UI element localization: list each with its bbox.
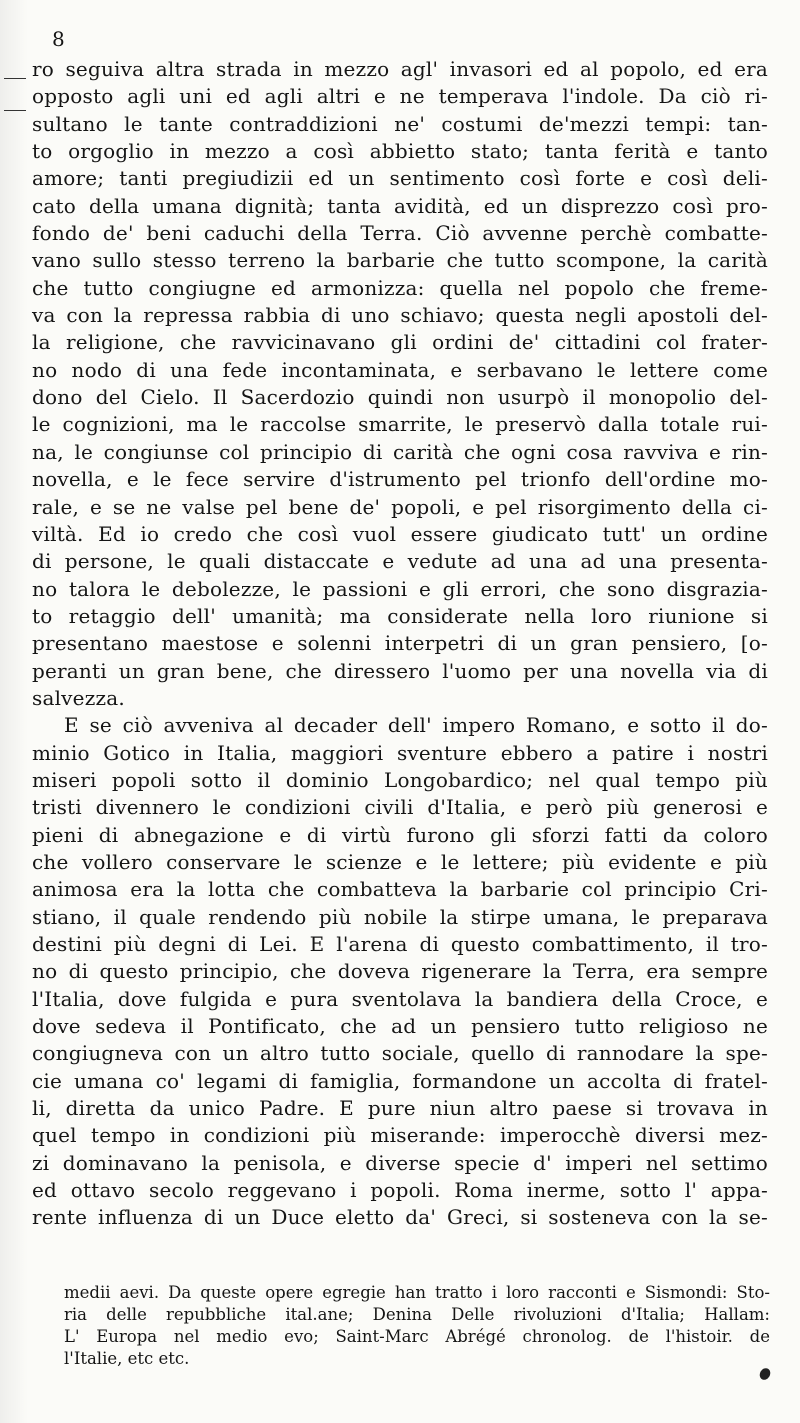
- body-line: viltà. Ed io credo che così vuol essere giudicato tutt' un ordine: [32, 521, 768, 546]
- footnote-line: L' Europa nel medio evo; Saint-Marc Abrégé chronolog. de l'histoir. de: [64, 1327, 770, 1346]
- body-line: animosa era la lotta che combatteva la barbarie col principio Cri-: [32, 877, 768, 902]
- body-line: dove sedeva il Pontificato, che ad un pensiero tutto religioso ne: [32, 1014, 768, 1039]
- body-line: li, diretta da unico Padre. E pure niun altro paese si trovava in: [32, 1096, 768, 1121]
- body-line: ed ottavo secolo reggevano i popoli. Roma inerme, sotto l' appa-: [32, 1178, 768, 1203]
- page-number: 8: [52, 27, 65, 51]
- body-line: salvezza.: [32, 685, 125, 710]
- body-line: opposto agli uni ed agli altri e ne temperava l'indole. Da ciò ri-: [32, 84, 768, 109]
- body-line: no nodo di una fede incontaminata, e serbavano le lettere come: [32, 357, 768, 382]
- body-line: novella, e le fece servire d'istrumento pel trionfo dell'ordine mo-: [32, 467, 768, 492]
- body-line: rale, e se ne valse pel bene de' popoli, e pel risorgimento della ci-: [32, 494, 768, 519]
- body-line: presentano maestose e solenni interpetri di un gran pensiero, [o-: [32, 631, 768, 656]
- body-line: rente influenza di un Duce eletto da' Greci, si sosteneva con la se-: [32, 1205, 768, 1230]
- footnote-line: medii aevi. Da queste opere egregie han tratto i loro racconti e Sismondi: Sto-: [64, 1283, 770, 1302]
- body-line: va con la repressa rabbia di uno schiavo; questa negli apostoli del-: [32, 303, 768, 328]
- body-line: cie umana co' legami di famiglia, formandone un accolta di fratel-: [32, 1068, 768, 1093]
- body-line: che tutto congiugne ed armonizza: quella nel popolo che freme-: [32, 275, 768, 300]
- body-line: na, le congiunse col principio di carità che ogni cosa ravviva e rin-: [32, 439, 768, 464]
- body-line: miseri popoli sotto il dominio Longobardico; nel qual tempo più: [32, 767, 768, 792]
- body-line: tristi divennero le condizioni civili d'Italia, e però più generosi e: [32, 795, 768, 820]
- body-line: congiugneva con un altro tutto sociale, quello di rannodare la spe-: [32, 1041, 768, 1066]
- body-line: zi dominavano la penisola, e diverse specie d' imperi nel settimo: [32, 1150, 768, 1175]
- margin-mark: [4, 110, 26, 111]
- body-line: che vollero conservare le scienze e le lettere; più evidente e più: [32, 849, 768, 874]
- body-line: stiano, il quale rendendo più nobile la stirpe umana, le preparava: [32, 904, 768, 929]
- body-line: to retaggio dell' umanità; ma considerate nella loro riunione si: [32, 603, 768, 628]
- body-line: amore; tanti pregiudizii ed un sentimento così forte e così deli-: [32, 166, 768, 191]
- body-line: destini più degni di Lei. E l'arena di questo combattimento, il tro-: [32, 932, 768, 956]
- body-line: di persone, le quali distaccate e vedute ad una ad una presenta-: [32, 549, 768, 574]
- body-line-indent: E se ciò avveniva al decader dell' impero Romano, e sotto il do-: [64, 713, 768, 738]
- body-line: cato della umana dignità; tanta avidità, ed un disprezzo così pro-: [32, 193, 768, 218]
- body-line: l'Italia, dove fulgida e pura sventolava la bandiera della Croce, e: [32, 986, 768, 1011]
- body-line: dono del Cielo. Il Sacerdozio quindi non usurpò il monopolio del-: [32, 385, 768, 410]
- footnote-line: ria delle repubbliche ital.ane; Denina Delle rivoluzioni d'Italia; Hallam:: [64, 1305, 770, 1324]
- body-text: [32, 56, 768, 1232]
- body-line: minio Gotico in Italia, maggiori sventure ebbero a patire i nostri: [32, 740, 768, 765]
- body-line: peranti un gran bene, che diressero l'uomo per una novella via di: [32, 658, 768, 683]
- body-line: vano sullo stesso terreno la barbarie che tutto scompone, la carità: [32, 248, 768, 273]
- body-line: to orgoglio in mezzo a così abbietto stato; tanta ferità e tanto: [32, 139, 768, 164]
- margin-mark: [4, 78, 26, 79]
- body-line: fondo de' beni caduchi della Terra. Ciò avvenne perchè combatte-: [32, 221, 768, 246]
- body-line: no talora le debolezze, le passioni e gli errori, che sono disgrazia-: [32, 576, 768, 601]
- footnote-line: l'Italie, etc etc.: [64, 1349, 190, 1368]
- body-line: le cognizioni, ma le raccolse smarrite, le preservò dalla totale rui-: [32, 412, 768, 437]
- body-line: pieni di abnegazione e di virtù furono gli sforzi fatti da coloro: [32, 822, 768, 847]
- body-line: quel tempo in condizioni più miserande: imperocchè diversi mez-: [32, 1123, 768, 1148]
- body-line: sultano le tante contraddizioni ne' costumi de'mezzi tempi: tan-: [32, 111, 768, 136]
- body-line: la religione, che ravvicinavano gli ordini de' cittadini col frater-: [32, 330, 768, 355]
- footnote: [64, 1282, 770, 1370]
- body-line: ro seguiva altra strada in mezzo agl' invasori ed al popolo, ed era: [32, 57, 768, 81]
- body-line: no di questo principio, che doveva rigenerare la Terra, era sempre: [32, 959, 768, 984]
